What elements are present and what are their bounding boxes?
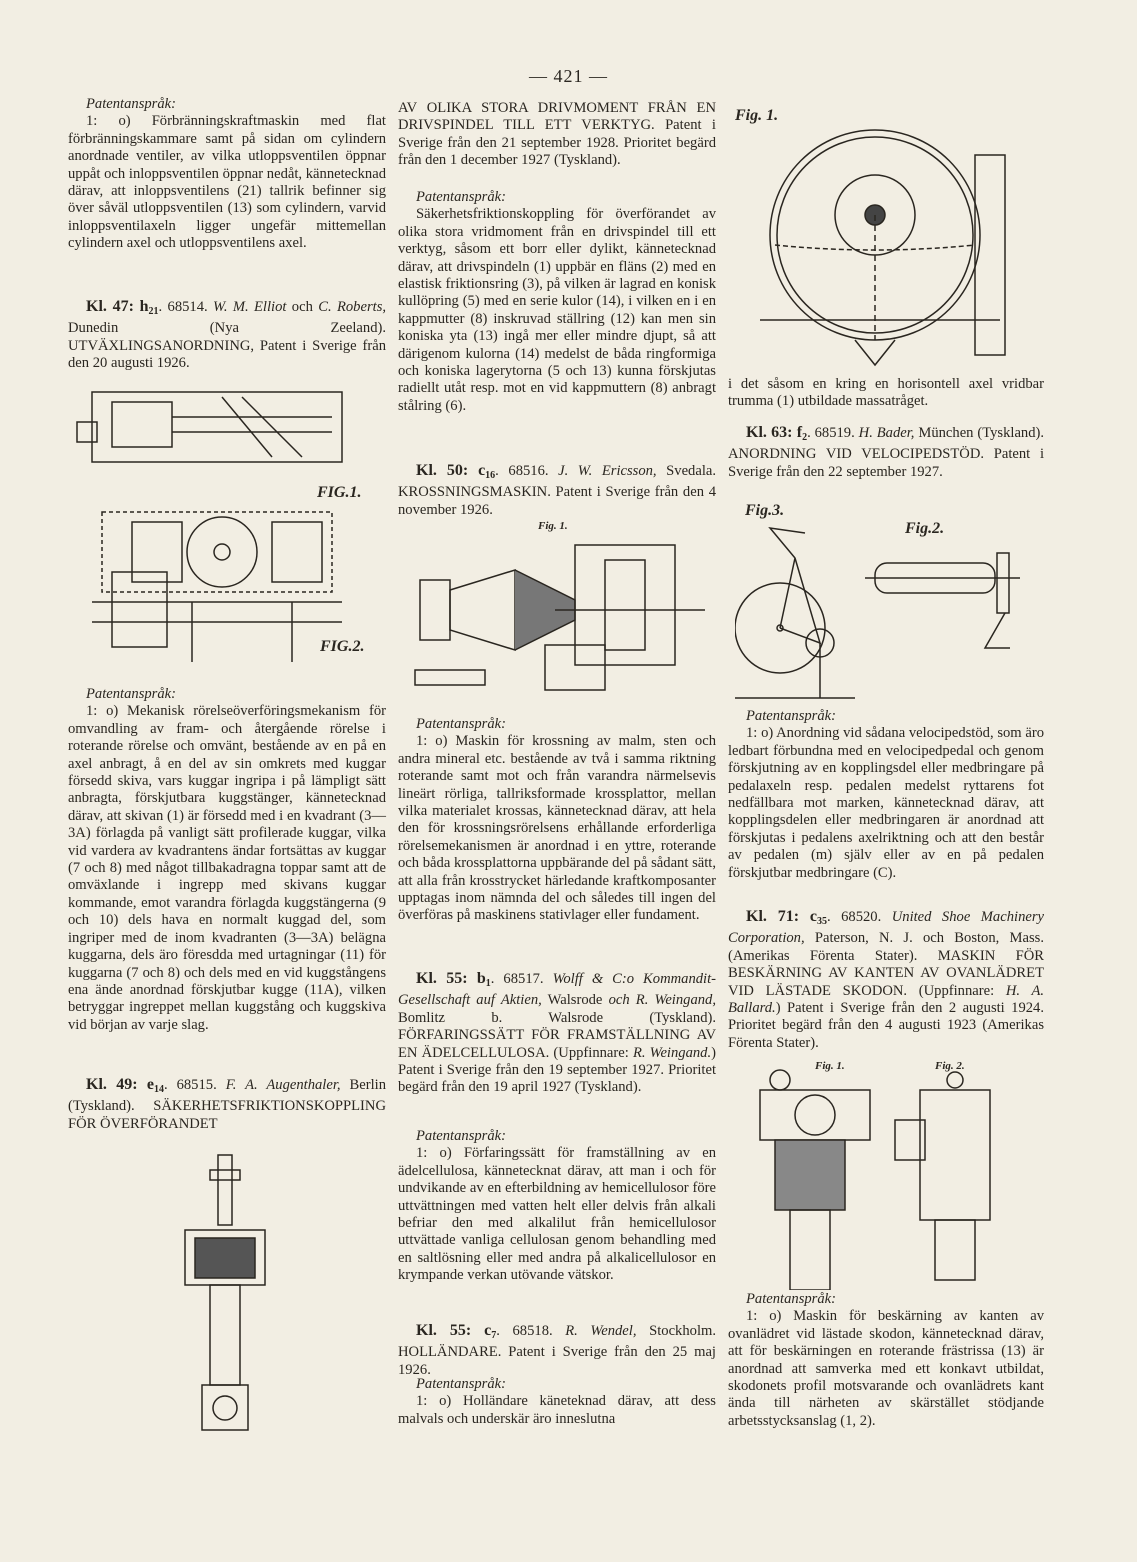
claim-heading: Patentanspråk: [86,96,176,112]
figure-label: Fig. 2. [935,1060,965,1072]
applicant-name: R. Wendel, [565,1323,637,1339]
patent-entry-68516 [398,462,716,519]
claim-68520 [728,1291,1044,1430]
applicant-name: C. Roberts, [318,299,387,315]
patent-entry-68515 [68,1076,386,1133]
figure-gear-mechanism [72,372,372,672]
entry-text: . 68517. [490,971,553,987]
patent-class-subscript: 2 [802,432,808,443]
claim-text: 1: o) Maskin för krossning av malm, sten och andra mineral etc. bestående av två i samma riktning roterande samt mot och från varandra närmelsevis lineärt rörliga, tallriksformade krossplattor, mellan vilka materialet krossas, kännetecknad därav, att hela den för krossningsrörelsens erhållande erforderliga rörelsemekanismen är anordnad i en yttre, roterande och båda krossplattorna uppbärande del på sådant sätt, att alla från krosstrycket härledande kraftkomposanter upptagas inom nämnda del och således till ingen del överföras på maskinens stativlager eller fundament. [398,733,716,924]
patent-class: Kl. 63: f [746,424,803,441]
entry-text: Svedala. KROSSNINGSMASKIN. Patent i Sverige från den 4 november 1926. [398,463,716,518]
claim-text: 1: o) Holländare käneteknad därav, att dess malvals och underskär äro inneslutna [398,1393,716,1427]
claim-heading: Patentanspråk: [746,708,836,724]
entry-text: . 68519. [807,425,859,441]
claim-heading: Patentanspråk: [416,716,506,732]
patent-entry-68514 [68,298,386,373]
bicycle-stand-drawing [735,498,1035,708]
claim-text: 1: o) Mekanisk rörelseöverföringsmekanism för omvandling av fram- och återgående rörelse i roterande rörelse och omvänt, bestående av en på en axel anbragt, å en del av sin omkrets med kuggar försedd skiva, vars kuggar ingripa i på lämpligt sätt anbragta, förskjutbara kuggstänger, kännetecknad därav, att skivan (1) är försedd med i en kvadrant (3—3A) förlagda på vanligt sätt profilerade kuggar, vilka vid vardera av kvadrantens ändar fortsättas av kuggar (7 och 8) med något tillbakadragna toppar samt att de omväxlande i ingrepp med skivans kuggar kommande, emot varandra förlagda kuggstängerna (9 och 10) dels hava en normalt kuggad del, som ingriper med de inom kvadranten (3—3A) belägna kuggarna, dels äro föresdda med urtagningar (11) för kuggarna (7 och 8) och dels med en vid kuggstångens ena ände anordnad förskjutbar kugge (11A), vilken betryggar ingreppet mellan kuggstång och kuggskiva vid början av varje slag. [68,703,386,1033]
claim-heading: Patentanspråk: [746,1291,836,1307]
hollander-drum-drawing [735,105,1035,367]
applicant-name: och R. Weingand, [608,992,716,1009]
applicant-name: R. Weingand. [632,1044,712,1061]
patent-class-subscript: 14 [153,1084,164,1095]
patent-class-subscript: 1 [485,978,491,989]
patent-class-subscript: 16 [485,470,496,481]
entry-text: . 68515. [163,1077,226,1093]
figure-label: Fig.3. [745,502,785,519]
figure-label: Fig. 1. [815,1060,845,1072]
entry-text: München (Tyskland). ANORDNING VID VELOCIPEDSTÖD. Patent i Sverige från den 22 september 1927. [728,425,1045,480]
figure-label: Fig. 1. [735,107,779,124]
applicant-name: W. M. Elliot [213,299,287,315]
shoe-machine-drawing [735,1060,1035,1290]
entry-text: Paterson, N. J. och Boston, Mass. (Amerikas Förenta Stater). MASKIN FÖR BESKÄRNING AV KANTEN AV OVANLÄDRET VID LÄSTADE SKODON. (Uppfinnare: [728,930,1044,999]
figure-crushing-machine [405,520,710,705]
applicant-name: United Shoe Machinery Corporation, [728,909,1044,947]
claim-68515 [398,189,716,415]
entry-continuation: i det såsom en kring en horisontell axel vridbar trumma (1) utbildade massatråget. [728,376,1044,410]
patent-entry-68517 [398,970,716,1097]
applicant-name: Wolff & C:o Kommandit-Gesellschaft auf Aktien, [398,971,717,1009]
patent-entry-68519 [728,424,1044,481]
patent-class-subscript: 21 [148,306,159,317]
claim-68517 [398,1128,716,1285]
gear-mechanism-drawing [72,372,372,672]
applicant-name: H. Bader, [858,425,915,441]
figure-hollander-drum [735,105,1035,367]
claim-text: 1: o) Anordning vid sådana velocipedstöd, som äro ledbart förbundna med en velocipedpedal och genom förskjutning av en kopplingsdel eller medbringare på pedalaxeln resp. pedalen medelst ryttarens fot nedfällbara mot marken, kännetecknad därav, att kopplingsdelen eller medbringaren är anordnad att förskjutas i pedalens axelriktning och att den består av pedalen (m) själv eller av en på pedalen förskjutbar medbringare (C). [728,725,1044,881]
claim-68513 [68,96,386,253]
entry-text: . 68520. [826,909,892,925]
claim-text: 1: o) Förfaringssätt för framställning av en ädelcellulosa, kännetecknat därav, att man i och för undvikande av en efterbildning av hemicellulosor före uttvättningen med vatten helt eller delvis från alkali befriar den med alkalilut från hemicellulosor uttvättade vanliga cellulosan genom behandling med en saltlösning eller med andra på alkalicellulosor en krympande verkan utövande vätskor. [398,1145,716,1284]
claim-heading: Patentanspråk: [86,686,176,702]
applicant-name: F. A. Augenthaler, [225,1077,341,1093]
patent-entry-68518 [398,1322,716,1379]
figure-label: FIG.1. [317,484,362,501]
entry-text: . 68518. [496,1323,566,1339]
figure-friction-coupling [160,1150,290,1450]
entry-text: Berlin (Tyskland). SÄKERHETSFRIKTIONSKOPPLING FÖR ÖVERFÖRANDET [68,1077,386,1132]
entry-continuation: AV OLIKA STORA DRIVMOMENT FRÅN EN DRIVSPINDEL TILL ETT VERKTYG. Patent i Sverige från den 21 september 1928. Prioritet begärd från den 1 december 1927 (Tyskland). [398,100,716,169]
entry-text: Dunedin (Nya Zeeland). UTVÄXLINGSANORDNING, Patent i Sverige från den 20 augusti 1926. [68,320,386,372]
entry-text: Walsrode [541,992,609,1009]
entry-text: . 68516. [495,463,559,479]
patent-class: Kl. 47: h [86,298,149,315]
entry-text: Bomlitz b. Walsrode (Tyskland). FÖRFARINGSSÄTT FÖR FRAMSTÄLLNING AV EN ÄDELCELLULOSA. (Uppfinnare: [398,1009,716,1061]
entry-text: och [286,299,319,315]
page-number: — 421 — [529,66,608,86]
entry-text: ) Patent i Sverige från den 19 september 1927. Prioritet begärd från den 19 april 1927 (Tyskland). [398,1044,716,1096]
entry-text: Stockholm. HOLLÄNDARE. Patent i Sverige från den 25 maj 1926. [398,1323,716,1378]
claim-text: 1: o) Maskin för beskärning av kanten av ovanlädret vid lästade skodon, kännetecknad därav, att för beskärningen en roterande frästrissa (13) är anordnad att samverka med ett konkavt utbildat, skodonets profil motsvarande och ovanlädrets kant ända till närheten av skärstället stödjande arbetsstycksanslag (1, 2). [728,1308,1044,1429]
patent-class: Kl. 55: b [416,970,486,987]
figure-label: FIG.2. [320,638,365,655]
applicant-name: J. W. Ericsson, [558,463,657,479]
figure-label: Fig.2. [905,520,945,537]
claim-68514 [68,686,386,1034]
patent-class: Kl. 50: c [416,462,486,479]
claim-68516 [398,716,716,925]
claim-heading: Patentanspråk: [416,189,506,205]
figure-bicycle-stand [735,498,1035,708]
claim-text: 1: o) Förbränningskraftmaskin med flat förbränningskammare samt på sidan om cylindern anordnade ventiler, av vilka utloppsventilen öppnar uppåt och inloppsventilen öppnar nedåt, kännetecknad därav, att inloppsventilens (21) tallrik befinner sig över såväl utloppsventilen (13) som cylindern, varvid inloppsventilaxeln ligger ungefär mittemellan cylindern axel och utloppsventilens axel. [68,113,386,252]
patent-class: Kl. 49: e [86,1076,154,1093]
patent-entry-68520 [728,908,1044,1052]
entry-text: ) Patent i Sverige från den 2 augusti 1924. Prioritet begärd från den 4 augusti 1923 (Amerikas Förenta Stater). [728,1000,1044,1051]
claim-heading: Patentanspråk: [416,1376,506,1392]
figure-shoe-machine [735,1060,1035,1290]
claim-text: Säkerhetsfriktionskoppling för överförandet av olika stora vridmoment från en drivspindel till ett verktyg, såsom ett borr eller dylikt, kännetecknad därav, att drivspindeln (1) uppbär en fläns (2) med en elastisk friktionsring (3), på vilken är lagrad en konisk kullöpring (5) med en serie kulor (14), i vilken en i en kappmutter (8) inskruvad ställring (12) kan men sin koniska yta (13) ingå mer eller mindre djupt, så att därigenom kulorna (14) medelst de båda ringformiga och koniska lagerytorna (5 och 13) kunna förskjutas radiellt utåt resp. mot en vid kappmuttern (8) anbragt stålring (6). [398,206,716,414]
applicant-name: H. A. Ballard. [728,982,1045,1017]
figure-label: Fig. 1. [538,520,568,532]
claim-68519 [728,708,1044,882]
friction-coupling-drawing [160,1150,290,1450]
crushing-machine-drawing [405,520,710,705]
patent-class-subscript: 7 [491,1330,497,1341]
entry-text: . 68514. [158,299,214,315]
claim-heading: Patentanspråk: [416,1128,506,1144]
patent-class: Kl. 71: c [746,908,817,925]
claim-68518 [398,1376,716,1428]
patent-class: Kl. 55: c [416,1322,492,1339]
patent-class-subscript: 35 [816,916,827,927]
